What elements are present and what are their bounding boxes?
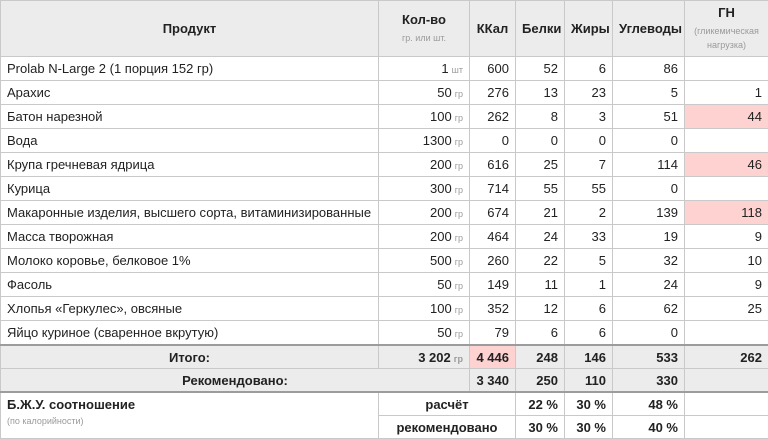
qty-unit: гр (455, 137, 463, 147)
product-fat: 3 (565, 105, 613, 129)
product-gl: 9 (685, 273, 768, 297)
product-fat: 6 (565, 57, 613, 81)
product-fat: 23 (565, 81, 613, 105)
total-row (1, 345, 768, 369)
product-qty: 500 гр (379, 249, 470, 273)
qty-unit: гр (455, 161, 463, 171)
product-fat: 6 (565, 321, 613, 346)
product-qty: 200 гр (379, 225, 470, 249)
total-protein: 248 (516, 345, 565, 369)
qty-unit: гр (455, 209, 463, 219)
product-qty: 200 гр (379, 153, 470, 177)
table-row[interactable] (1, 129, 768, 153)
product-gl: 10 (685, 249, 768, 273)
total-fat: 146 (565, 345, 613, 369)
column-header-qty-sub: гр. или шт. (385, 31, 463, 45)
bju-rec-fat: 30 % (565, 416, 613, 439)
table-row[interactable] (1, 249, 768, 273)
qty-unit: гр (455, 281, 463, 291)
product-name: Макаронные изделия, высшего сорта, витаминизированные (1, 201, 379, 225)
column-header-kcal: ККал (470, 1, 516, 57)
bju-calc-row (1, 392, 768, 416)
product-name: Фасоль (1, 273, 379, 297)
product-protein: 55 (516, 177, 565, 201)
table-row[interactable] (1, 321, 768, 346)
product-name: Крупа гречневая ядрица (1, 153, 379, 177)
table-row[interactable] (1, 273, 768, 297)
column-header-protein: Белки (516, 1, 565, 57)
bju-sub: (по калорийности) (7, 416, 372, 426)
product-carbs: 51 (613, 105, 685, 129)
recommended-protein: 250 (516, 369, 565, 393)
product-carbs: 139 (613, 201, 685, 225)
total-gl: 262 (685, 345, 768, 369)
qty-unit: гр (455, 185, 463, 195)
recommended-gl-empty (685, 369, 768, 393)
table-row[interactable] (1, 297, 768, 321)
total-label: Итого: (1, 345, 379, 369)
product-gl: 25 (685, 297, 768, 321)
product-kcal: 276 (470, 81, 516, 105)
product-gl (685, 57, 768, 81)
product-kcal: 616 (470, 153, 516, 177)
bju-calc-empty (685, 392, 768, 416)
recommended-fat: 110 (565, 369, 613, 393)
product-carbs: 86 (613, 57, 685, 81)
table-row[interactable] (1, 177, 768, 201)
product-qty: 100 гр (379, 297, 470, 321)
table-row[interactable] (1, 57, 768, 81)
product-name: Prolab N-Large 2 (1 порция 152 гр) (1, 57, 379, 81)
column-header-product: Продукт (1, 1, 379, 57)
product-name: Вода (1, 129, 379, 153)
product-carbs: 32 (613, 249, 685, 273)
bju-label: Б.Ж.У. соотношение (по калорийности) (1, 392, 379, 439)
product-qty: 1300 гр (379, 129, 470, 153)
product-name: Молоко коровье, белковое 1% (1, 249, 379, 273)
qty-unit: гр (455, 113, 463, 123)
product-kcal: 674 (470, 201, 516, 225)
product-carbs: 24 (613, 273, 685, 297)
product-kcal: 464 (470, 225, 516, 249)
qty-unit: гр (455, 329, 463, 339)
product-carbs: 5 (613, 81, 685, 105)
product-protein: 52 (516, 57, 565, 81)
product-fat: 33 (565, 225, 613, 249)
product-fat: 0 (565, 129, 613, 153)
product-fat: 7 (565, 153, 613, 177)
product-gl: 9 (685, 225, 768, 249)
product-gl: 46 (685, 153, 768, 177)
product-qty: 300 гр (379, 177, 470, 201)
product-gl: 118 (685, 201, 768, 225)
product-gl (685, 177, 768, 201)
bju-rec-protein: 30 % (516, 416, 565, 439)
product-fat: 1 (565, 273, 613, 297)
table-row[interactable] (1, 201, 768, 225)
product-carbs: 62 (613, 297, 685, 321)
product-kcal: 714 (470, 177, 516, 201)
qty-unit: гр (455, 233, 463, 243)
product-protein: 25 (516, 153, 565, 177)
column-header-gl: ГН (гликемическая нагрузка) (685, 1, 768, 57)
total-qty: 3 202 гр (379, 345, 470, 369)
product-protein: 22 (516, 249, 565, 273)
product-protein: 13 (516, 81, 565, 105)
product-fat: 5 (565, 249, 613, 273)
table-body (1, 57, 768, 439)
product-name: Курица (1, 177, 379, 201)
product-kcal: 79 (470, 321, 516, 346)
product-carbs: 0 (613, 177, 685, 201)
bju-rec-label: рекомендовано (379, 416, 516, 439)
total-qty-unit: гр (454, 354, 463, 364)
table-row[interactable] (1, 225, 768, 249)
table-row[interactable] (1, 153, 768, 177)
bju-calc-label: расчёт (379, 392, 516, 416)
recommended-label: Рекомендовано: (1, 369, 470, 393)
recommended-row (1, 369, 768, 393)
column-header-fat: Жиры (565, 1, 613, 57)
product-kcal: 260 (470, 249, 516, 273)
bju-rec-empty (685, 416, 768, 439)
product-protein: 8 (516, 105, 565, 129)
qty-unit: гр (455, 257, 463, 267)
table-header (1, 1, 768, 57)
total-kcal: 4 446 (470, 345, 516, 369)
column-header-qty: Кол-во гр. или шт. (379, 1, 470, 57)
qty-unit: шт (452, 65, 463, 75)
bju-calc-fat: 30 % (565, 392, 613, 416)
product-kcal: 0 (470, 129, 516, 153)
product-carbs: 19 (613, 225, 685, 249)
product-protein: 11 (516, 273, 565, 297)
product-protein: 12 (516, 297, 565, 321)
product-kcal: 149 (470, 273, 516, 297)
product-qty: 50 гр (379, 81, 470, 105)
column-header-gl-sub: (гликемическая нагрузка) (691, 24, 762, 52)
table-row[interactable] (1, 105, 768, 129)
recommended-carbs: 330 (613, 369, 685, 393)
product-qty: 100 гр (379, 105, 470, 129)
product-qty: 50 гр (379, 273, 470, 297)
product-qty: 1 шт (379, 57, 470, 81)
product-fat: 55 (565, 177, 613, 201)
product-qty: 200 гр (379, 201, 470, 225)
product-kcal: 262 (470, 105, 516, 129)
bju-rec-carbs: 40 % (613, 416, 685, 439)
product-fat: 6 (565, 297, 613, 321)
product-name: Батон нарезной (1, 105, 379, 129)
product-protein: 24 (516, 225, 565, 249)
product-protein: 21 (516, 201, 565, 225)
product-protein: 0 (516, 129, 565, 153)
table-row[interactable] (1, 81, 768, 105)
recommended-kcal: 3 340 (470, 369, 516, 393)
product-carbs: 0 (613, 129, 685, 153)
product-carbs: 0 (613, 321, 685, 346)
bju-calc-carbs: 48 % (613, 392, 685, 416)
product-gl (685, 321, 768, 346)
product-qty: 50 гр (379, 321, 470, 346)
product-protein: 6 (516, 321, 565, 346)
product-gl: 44 (685, 105, 768, 129)
qty-unit: гр (455, 89, 463, 99)
product-name: Масса творожная (1, 225, 379, 249)
product-name: Хлопья «Геркулес», овсяные (1, 297, 379, 321)
product-kcal: 600 (470, 57, 516, 81)
total-carbs: 533 (613, 345, 685, 369)
product-name: Арахис (1, 81, 379, 105)
product-carbs: 114 (613, 153, 685, 177)
column-header-carbs: Углеводы (613, 1, 685, 57)
product-name: Яйцо куриное (сваренное вкрутую) (1, 321, 379, 346)
qty-unit: гр (455, 305, 463, 315)
product-gl (685, 129, 768, 153)
product-gl: 1 (685, 81, 768, 105)
bju-calc-protein: 22 % (516, 392, 565, 416)
product-fat: 2 (565, 201, 613, 225)
product-kcal: 352 (470, 297, 516, 321)
